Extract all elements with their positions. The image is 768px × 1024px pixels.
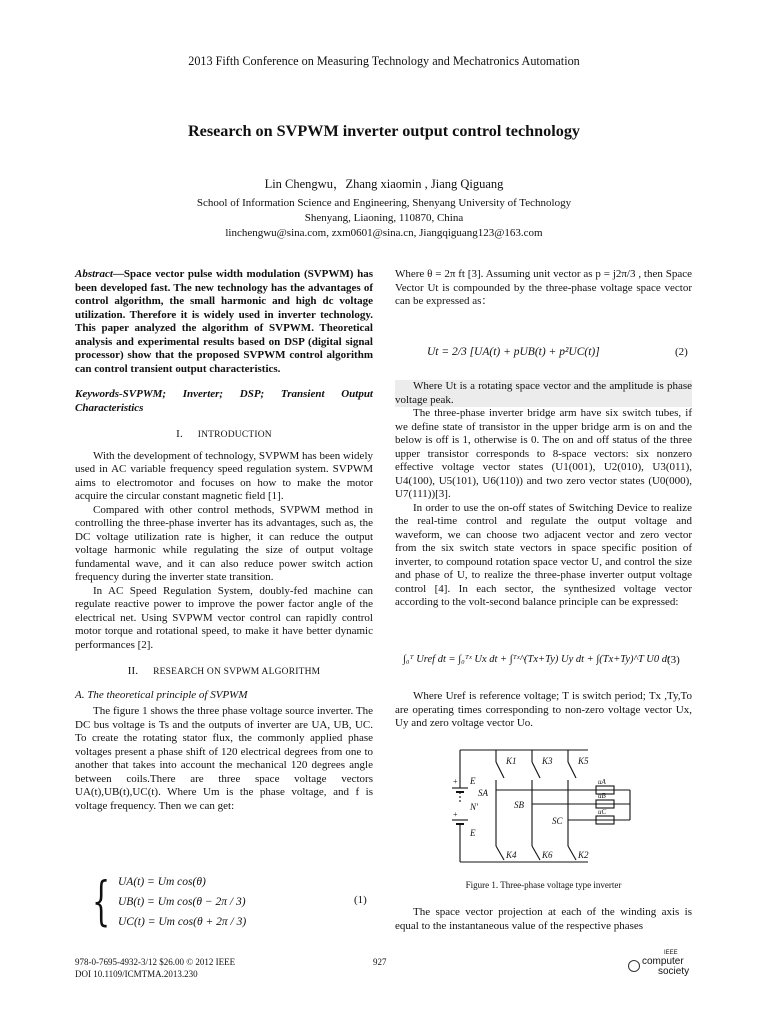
- right-column-ref: [395, 690, 692, 731]
- equation-line: UB(t) = Um cos(θ − 2π / 3): [118, 896, 246, 908]
- section-title: INTRODUCTION: [197, 430, 272, 440]
- output-label: uA: [598, 778, 606, 786]
- volt-second-paragraph: In order to use the on-off states of Switching Device to realize the real-time control and regulate the output voltage and waveform, we can choose two adjacent vector and zero vector from the six switch state vectors in space specific position of inverter, to compound rotation space vector U, and control the size and phase of U, to realize the three-phase inverter output voltage control [4]. In each sector, the synthesized voltage vector according to the volt-second balance principle can be expressed:: [395, 501, 692, 608]
- intro-paragraph-3: In AC Speed Regulation System, doubly-fed machine can regulate reactive power to improve the power factor angle of the electrical net. Using SVPWM vector control can rapidly control motor torque and rotational speed, to make it have better dynamic performances [2].: [75, 584, 373, 651]
- footer-isbn: 978-0-7695-4932-3/12 $26.00 © 2012 IEEE: [75, 957, 236, 967]
- reference-voltage-paragraph: Where Uref is reference voltage; T is switch period; Tx ,Ty,To are operating times corresponding to non-zero voltage vector Ux, Uy and zero voltage vector Uo.: [395, 690, 692, 729]
- node-label: SA: [478, 788, 488, 798]
- source-label: E: [470, 828, 476, 838]
- author-emails: linchengwu@sina.com, zxm0601@sina.cn, Jiangqiguang123@163.com: [225, 227, 543, 239]
- section-heading-introduction: [75, 428, 373, 443]
- equation-brace: {: [92, 872, 111, 932]
- equation-line: UC(t) = Um cos(θ + 2π / 3): [118, 916, 247, 928]
- affiliation-line: School of Information Science and Engineering, Shenyang University of Technology: [196, 197, 572, 209]
- left-column: [75, 268, 373, 813]
- right-column-top: [395, 268, 692, 309]
- paper-title: Research on SVPWM inverter output control technology: [187, 122, 581, 140]
- affiliation-location: Shenyang, Liaoning, 110870, China: [304, 212, 464, 224]
- right-column-middle: [395, 380, 692, 610]
- section-number: I.: [176, 428, 183, 440]
- switch-label: K3: [542, 756, 553, 766]
- section-title: RESEARCH ON SVPWM ALGORITHM: [153, 667, 321, 677]
- switch-label: K2: [578, 850, 589, 860]
- switch-states-paragraph: The three-phase inverter bridge arm have six switch tubes, if we define state of transistor in the upper bridge arm is on and the below is off is 1, otherwise is 0. The on and off status of the three upper transistor corresponds to 8-space vectors: six nonzero effective voltage vector states (U1(001), U2(010), U3(011), U4(100), U5(101), U6(110)) and two zero vector states (U0(000), U7(111))[3].: [395, 407, 692, 500]
- plus-sign: +: [453, 810, 458, 819]
- footer-doi: DOI 10.1109/ICMTMA.2013.230: [75, 969, 198, 979]
- ieee-computer-society-logo: [628, 950, 698, 980]
- intro-paragraph-2: Compared with other control methods, SVPWM method in controlling the three-phase inverter has its advantages, such as, the DC voltage utilization rate is higher, it can reduce the output voltage harmonic while regulating the size of output voltage fundamental wave, and it can also reduce power switch action frequency during the inverter state transition.: [75, 503, 373, 583]
- abstract-label: Abstract: [75, 268, 113, 280]
- equation-number: (2): [675, 346, 688, 358]
- authors: Lin Chengwu，Zhang xiaomin , Jiang Qiguang: [264, 177, 504, 191]
- abstract-text: —Space vector pulse width modulation (SVPWM) has been developed fast. The new technology has the advantages of control algorithm, the small harmonic and high dc voltage utilization. Therefore it is widely used in inverter technology. This paper analyzed the algorithm of SVPWM. Theoretical analysis and experimental results based on DSP (digital signal processor) show that the proposed SVPWM control algorithm can control transient output characteristics.: [75, 268, 373, 375]
- switch-label: K4: [506, 850, 517, 860]
- subsection-heading: A. The theoretical principle of SVPWM: [75, 688, 248, 701]
- equation-2: [395, 338, 692, 374]
- equation-3: [395, 648, 692, 674]
- switch-k6: [532, 846, 540, 860]
- logo-text-top: IEEE: [664, 950, 678, 956]
- inverter-circuit-figure: [448, 742, 638, 870]
- switch-k4: [496, 846, 504, 860]
- abstract: [75, 268, 373, 376]
- plus-sign: +: [453, 777, 458, 786]
- page-number: 927: [373, 957, 387, 967]
- node-label: SC: [552, 816, 563, 826]
- principle-paragraph: The figure 1 shows the three phase voltage source inverter. The DC bus voltage is Ts and the outputs of inverter are UA, UB, UC. To create the rotating stator flux, the commonly applied phase voltages present a phase shift of 120 electrical degrees from one to another that takes into account the mechanical 120 degrees angle between coils.There are three space voltage vectors UA(t),UB(t),UC(t). Where Um is the phase voltage, and f is voltage frequency. Then we can get:: [75, 705, 373, 812]
- equation-line: UA(t) = Um cos(θ): [118, 876, 206, 888]
- equation-body: Ut = 2/3 [UA(t) + pUB(t) + p²UC(t)]: [427, 346, 600, 358]
- affiliation: [0, 196, 768, 241]
- switch-k5: [568, 762, 576, 778]
- equation-number: (1): [354, 894, 367, 906]
- logo-text-mid: computer: [642, 956, 684, 967]
- switch-label: K5: [578, 756, 589, 766]
- switch-k1: [496, 762, 504, 778]
- switch-k2: [568, 846, 576, 860]
- equation-body: ∫₀ᵀ Uref dt = ∫₀ᵀˣ Ux dt + ∫ᵀˣ^(Tx+Ty) Uy dt + ∫(Tx+Ty)^T U0 dt: [403, 654, 670, 665]
- section-heading-svpwm: [75, 665, 373, 680]
- section-number: II.: [127, 665, 139, 677]
- rotating-vector-paragraph: Where Ut is a rotating space vector and the amplitude is phase voltage peak.: [395, 380, 692, 406]
- switch-k3: [532, 762, 540, 778]
- node-label: N': [470, 802, 478, 812]
- projection-paragraph: The space vector projection at each of the winding axis is equal to the instantaneous value of the respective phases: [395, 906, 692, 932]
- right-column-bottom: [395, 906, 692, 933]
- logo-globe-icon: [628, 960, 640, 972]
- conference-header: 2013 Fifth Conference on Measuring Technology and Mechatronics Automation: [188, 54, 580, 68]
- equation-number: (3): [667, 654, 680, 666]
- intro-paragraph-1: With the development of technology, SVPWM has been widely used in AC variable frequency speed regulation system. SVPWM aims to electromotor and focuses on how to make the motor acquire the circular constant magnetic field [1].: [75, 449, 373, 502]
- output-label: uC: [598, 808, 607, 816]
- source-label: E: [470, 776, 476, 786]
- equation-1: [92, 874, 376, 936]
- figure-caption: Figure 1. Three-phase voltage type inverter: [465, 880, 622, 890]
- where-paragraph: Where θ = 2π ft [3]. Assuming unit vector as p = j2π/3 , then Space Vector Ut is compounded by the three-phase voltage space vector can be expressed as：: [395, 268, 692, 307]
- keywords: Keywords-SVPWM; Inverter; DSP; Transient Output Characteristics: [75, 388, 373, 414]
- switch-label: K6: [542, 850, 553, 860]
- switch-label: K1: [506, 756, 517, 766]
- logo-text-bottom: society: [658, 966, 690, 977]
- node-label: SB: [514, 800, 524, 810]
- output-label: uB: [598, 792, 606, 800]
